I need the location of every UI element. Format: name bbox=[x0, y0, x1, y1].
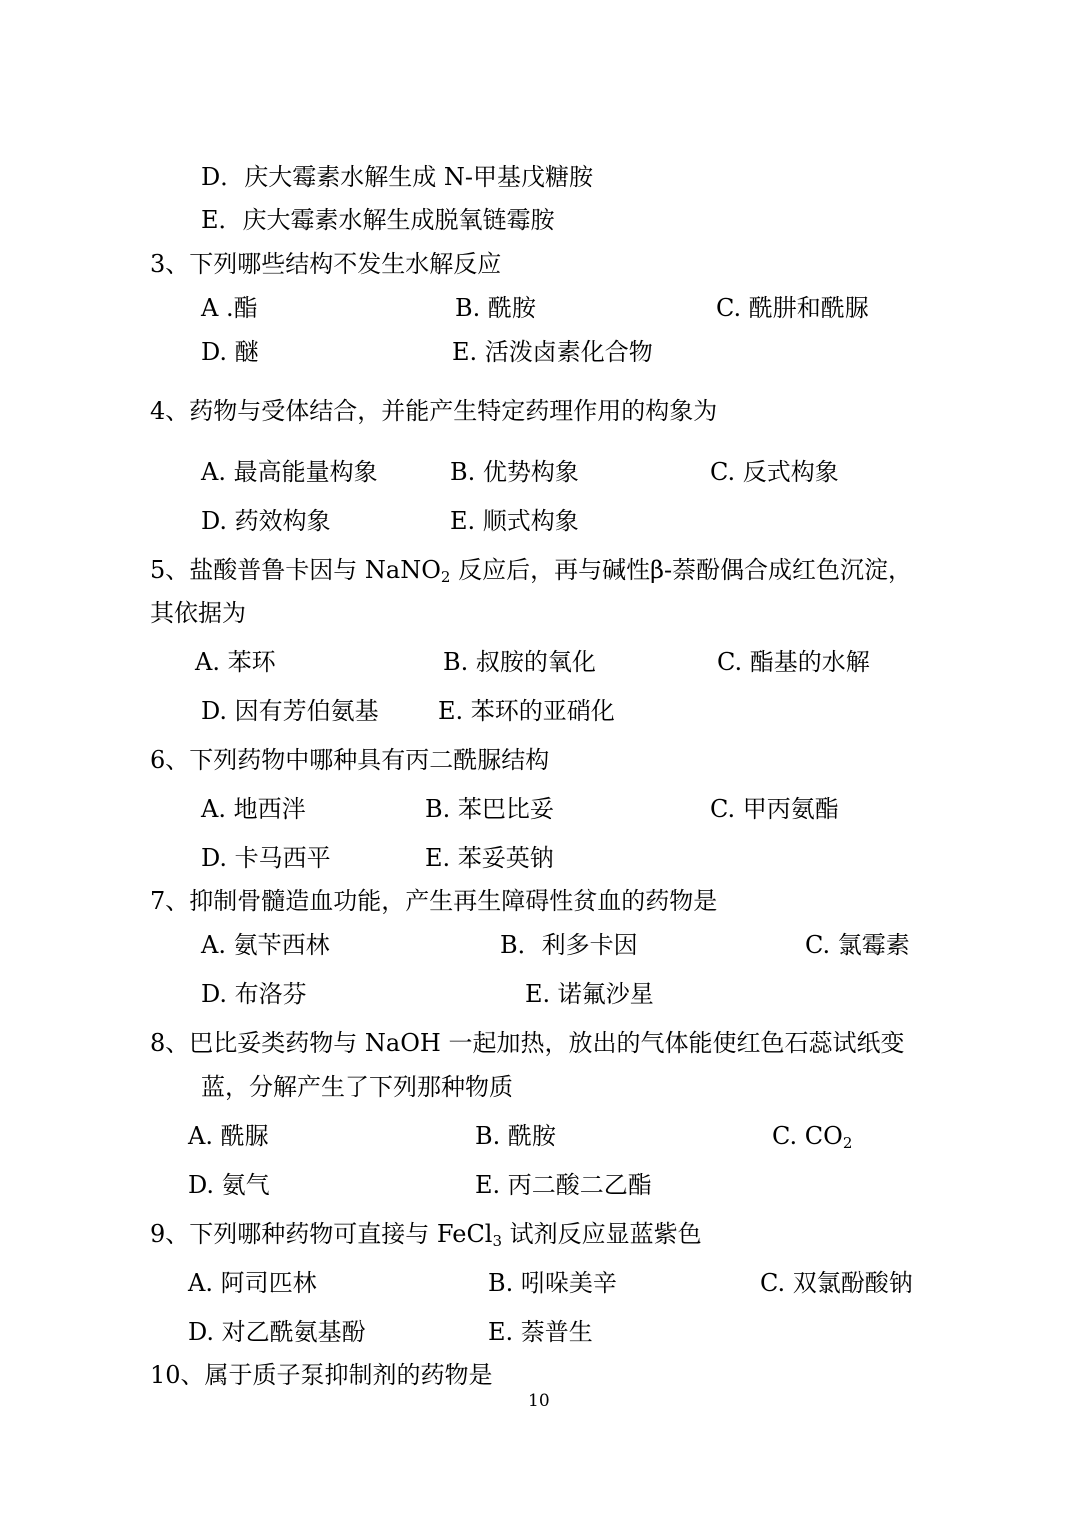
q6-stem: 6、下列药物中哪种具有丙二酰脲结构 bbox=[150, 746, 550, 774]
page-number: 10 bbox=[528, 1391, 550, 1411]
q4-option-c: C. 反式构象 bbox=[710, 458, 839, 486]
q5-stem-part2: 反应后，再与碱性β-萘酚偶合成红色沉淀， bbox=[450, 556, 913, 584]
q4-option-d: D. 药效构象 bbox=[201, 507, 331, 535]
q5-stem bbox=[150, 556, 913, 586]
q9-stem-part2: 试剂反应显蓝紫色 bbox=[502, 1220, 702, 1248]
q8-option-c-text: C. CO bbox=[772, 1122, 843, 1150]
q9-option-d: D. 对乙酰氨基酚 bbox=[188, 1318, 366, 1346]
q6-option-d: D. 卡马西平 bbox=[201, 844, 331, 872]
q7-option-b: B．利多卡因 bbox=[500, 931, 638, 959]
q8-stem: 8、巴比妥类药物与 NaOH 一起加热，放出的气体能使红色石蕊试纸变 bbox=[150, 1029, 905, 1057]
q5-option-e: E. 苯环的亚硝化 bbox=[438, 697, 615, 725]
q8-option-c bbox=[772, 1122, 853, 1152]
q3-option-c: C. 酰肼和酰脲 bbox=[716, 294, 869, 322]
q8-option-b: B. 酰胺 bbox=[475, 1122, 556, 1150]
q5-option-a: A. 苯环 bbox=[195, 648, 276, 676]
q6-option-b: B. 苯巴比妥 bbox=[425, 795, 554, 823]
q7-option-c: C. 氯霉素 bbox=[805, 931, 910, 959]
q8-stem-line2: 蓝，分解产生了下列那种物质 bbox=[201, 1073, 513, 1101]
q9-stem bbox=[150, 1220, 702, 1250]
q2-option-e: E．庆大霉素水解生成脱氧链霉胺 bbox=[201, 206, 555, 234]
q5-option-d: D. 因有芳伯氨基 bbox=[201, 697, 379, 725]
q4-option-a: A. 最高能量构象 bbox=[201, 458, 378, 486]
q8-option-a: A. 酰脲 bbox=[188, 1122, 269, 1150]
q5-stem-part1: 5、盐酸普鲁卡因与 NaNO bbox=[150, 556, 441, 584]
q2-option-d: D．庆大霉素水解生成 N-甲基戊糖胺 bbox=[201, 163, 593, 191]
q6-option-e: E. 苯妥英钠 bbox=[425, 844, 554, 872]
q4-option-b: B. 优势构象 bbox=[450, 458, 579, 486]
q3-option-e: E. 活泼卤素化合物 bbox=[452, 338, 653, 366]
q3-option-b: B. 酰胺 bbox=[455, 294, 536, 322]
q9-option-e: E. 萘普生 bbox=[488, 1318, 593, 1346]
q9-option-c: C. 双氯酚酸钠 bbox=[760, 1269, 913, 1297]
q7-option-d: D. 布洛芬 bbox=[201, 980, 307, 1008]
q5-stem-subscript: 2 bbox=[440, 568, 451, 586]
q7-stem: 7、抑制骨髓造血功能，产生再生障碍性贫血的药物是 bbox=[150, 887, 718, 915]
q6-option-c: C. 甲丙氨酯 bbox=[710, 795, 839, 823]
q9-option-b: B. 吲哚美辛 bbox=[488, 1269, 617, 1297]
q3-option-a: A .酯 bbox=[201, 294, 258, 322]
q10-stem: 10、属于质子泵抑制剂的药物是 bbox=[150, 1361, 493, 1389]
q4-option-e: E. 顺式构象 bbox=[450, 507, 579, 535]
q8-option-d: D. 氨气 bbox=[188, 1171, 270, 1199]
q4-stem: 4、药物与受体结合，并能产生特定药理作用的构象为 bbox=[150, 397, 718, 425]
q8-option-e: E. 丙二酸二乙酯 bbox=[475, 1171, 652, 1199]
q9-stem-part1: 9、下列哪种药物可直接与 FeCl bbox=[150, 1220, 493, 1248]
q9-stem-subscript: 3 bbox=[492, 1232, 503, 1250]
q3-option-d: D. 醚 bbox=[201, 338, 259, 366]
q5-option-b: B. 叔胺的氧化 bbox=[443, 648, 596, 676]
q8-option-c-subscript: 2 bbox=[842, 1134, 853, 1152]
q7-option-a: A. 氨苄西林 bbox=[201, 931, 330, 959]
q5-option-c: C. 酯基的水解 bbox=[717, 648, 870, 676]
q3-stem: 3、下列哪些结构不发生水解反应 bbox=[150, 250, 502, 278]
q7-option-e: E. 诺氟沙星 bbox=[525, 980, 654, 1008]
q6-option-a: A. 地西泮 bbox=[201, 795, 306, 823]
q9-option-a: A. 阿司匹林 bbox=[188, 1269, 317, 1297]
q5-stem-line2: 其依据为 bbox=[150, 599, 246, 627]
